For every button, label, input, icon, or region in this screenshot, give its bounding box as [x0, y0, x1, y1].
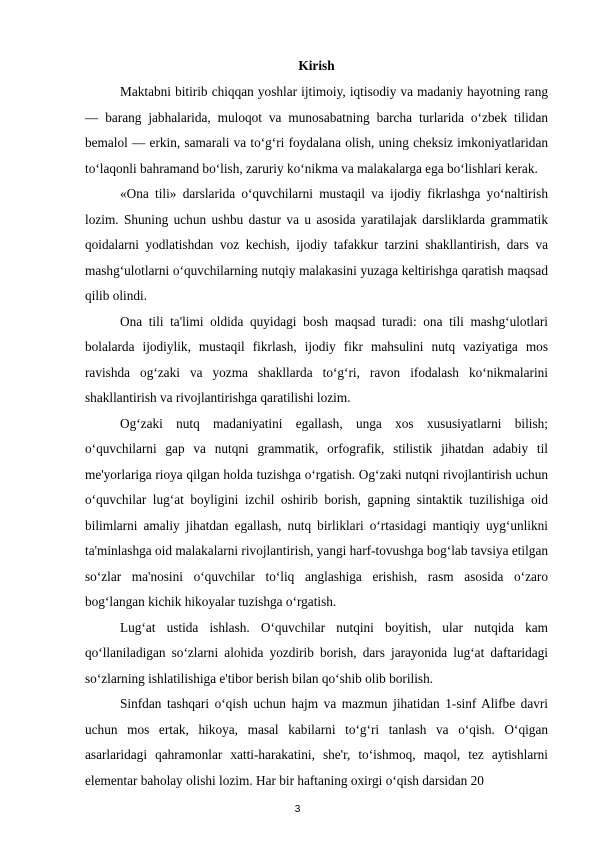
paragraph-6: Sinfdan tashqari o‘qish uchun hajm va mazmun jihatidan 1-sinf Alifbe davri uchun mos ertak, hikoya, masal kabilarni to‘g‘ri tanlash va o‘qish. O‘qigan asarlaridagi qahramonlar xatti-harakatini, she'r, to‘ishmoq, maqol, tez aytishlarni elementar baholay olishi lozim. Har bir haftaning oxirgi o‘qish darsidan 20: [85, 696, 548, 788]
page-content: [85, 53, 548, 793]
page-number: 3: [294, 804, 301, 815]
paragraph-5: Lug‘at ustida ishlash. O‘quvchilar nutqini boyitish, ular nutqida kam qo‘llaniladigan so‘zlarni alohida yozdirib borish, dars jarayonida lug‘at daftaridagi so‘zlarning ishlatilishiga e'tibor berish bilan qo‘shib olib borilish.: [85, 619, 548, 686]
section-title: Kirish: [298, 58, 335, 73]
paragraph-1: Maktabni bitirib chiqqan yoshlar ijtimoiy, iqtisodiy va madaniy hayotning rang — barang jabhalarida, muloqot va munosabatning barcha turlarida o‘zbek tilidan bemalol — erkin, samarali va to‘g‘ri foydalana olish, uning cheksiz imkoniyatlaridan to‘laqonli bahramand bo‘lish, zaruriy ko‘nikma va malakalarga ega bo‘lishlari kerak.: [85, 84, 548, 176]
paragraph-2: «Ona tili» darslarida o‘quvchilarni mustaqil va ijodiy fikrlashga yo‘naltirish lozim. Shuning uchun ushbu dastur va u asosida yaratilajak darsliklarda grammatik qoidalarni yodlatishdan voz kechish, ijodiy tafakkur tarzini shakllantirish, dars va mashg‘ulotlarni o‘quvchilarning nutqiy malakasini yuzaga keltirishga qaratish maqsad qilib olindi.: [85, 186, 548, 303]
paragraph-4: Og‘zaki nutq madaniyatini egallash, unga xos xususiyatlarni bilish; o‘quvchilarni gap va nutqni grammatik, orfografik, stilistik jihatdan adabiy til me'yorlariga rioya qilgan holda tuzishga o‘rgatish. Og‘zaki nutqni rivojlantirish uchun o‘quvchilar lug‘at boyligini izchil oshirib borish, gapning sintaktik tuzilishiga oid bilimlarni amaliy jihatdan egallash, nutq birliklari o‘rtasidagi mantiqiy uyg‘unlikni ta'minlashga oid malakalarni rivojlantirish, yangi harf-tovushga bog‘lab tavsiya etilgan so‘zlar ma'nosini o‘quvchilar to‘liq anglashiga erishish, rasm asosida o‘zaro bog‘langan kichik hikoyalar tuzishga o‘rgatish.: [85, 415, 548, 609]
paragraph-3: Ona tili ta'limi oldida quyidagi bosh maqsad turadi: ona tili mashg‘ulotlari bolalarda ijodiylik, mustaqil fikrlash, ijodiy fikr mahsulini nutq vaziyatiga mos ravishda og‘zaki va yozma shakllarda to‘g‘ri, ravon ifodalash ko‘nikmalarini shakllantirish va rivojlantirishga qaratilishi lozim.: [85, 313, 548, 405]
